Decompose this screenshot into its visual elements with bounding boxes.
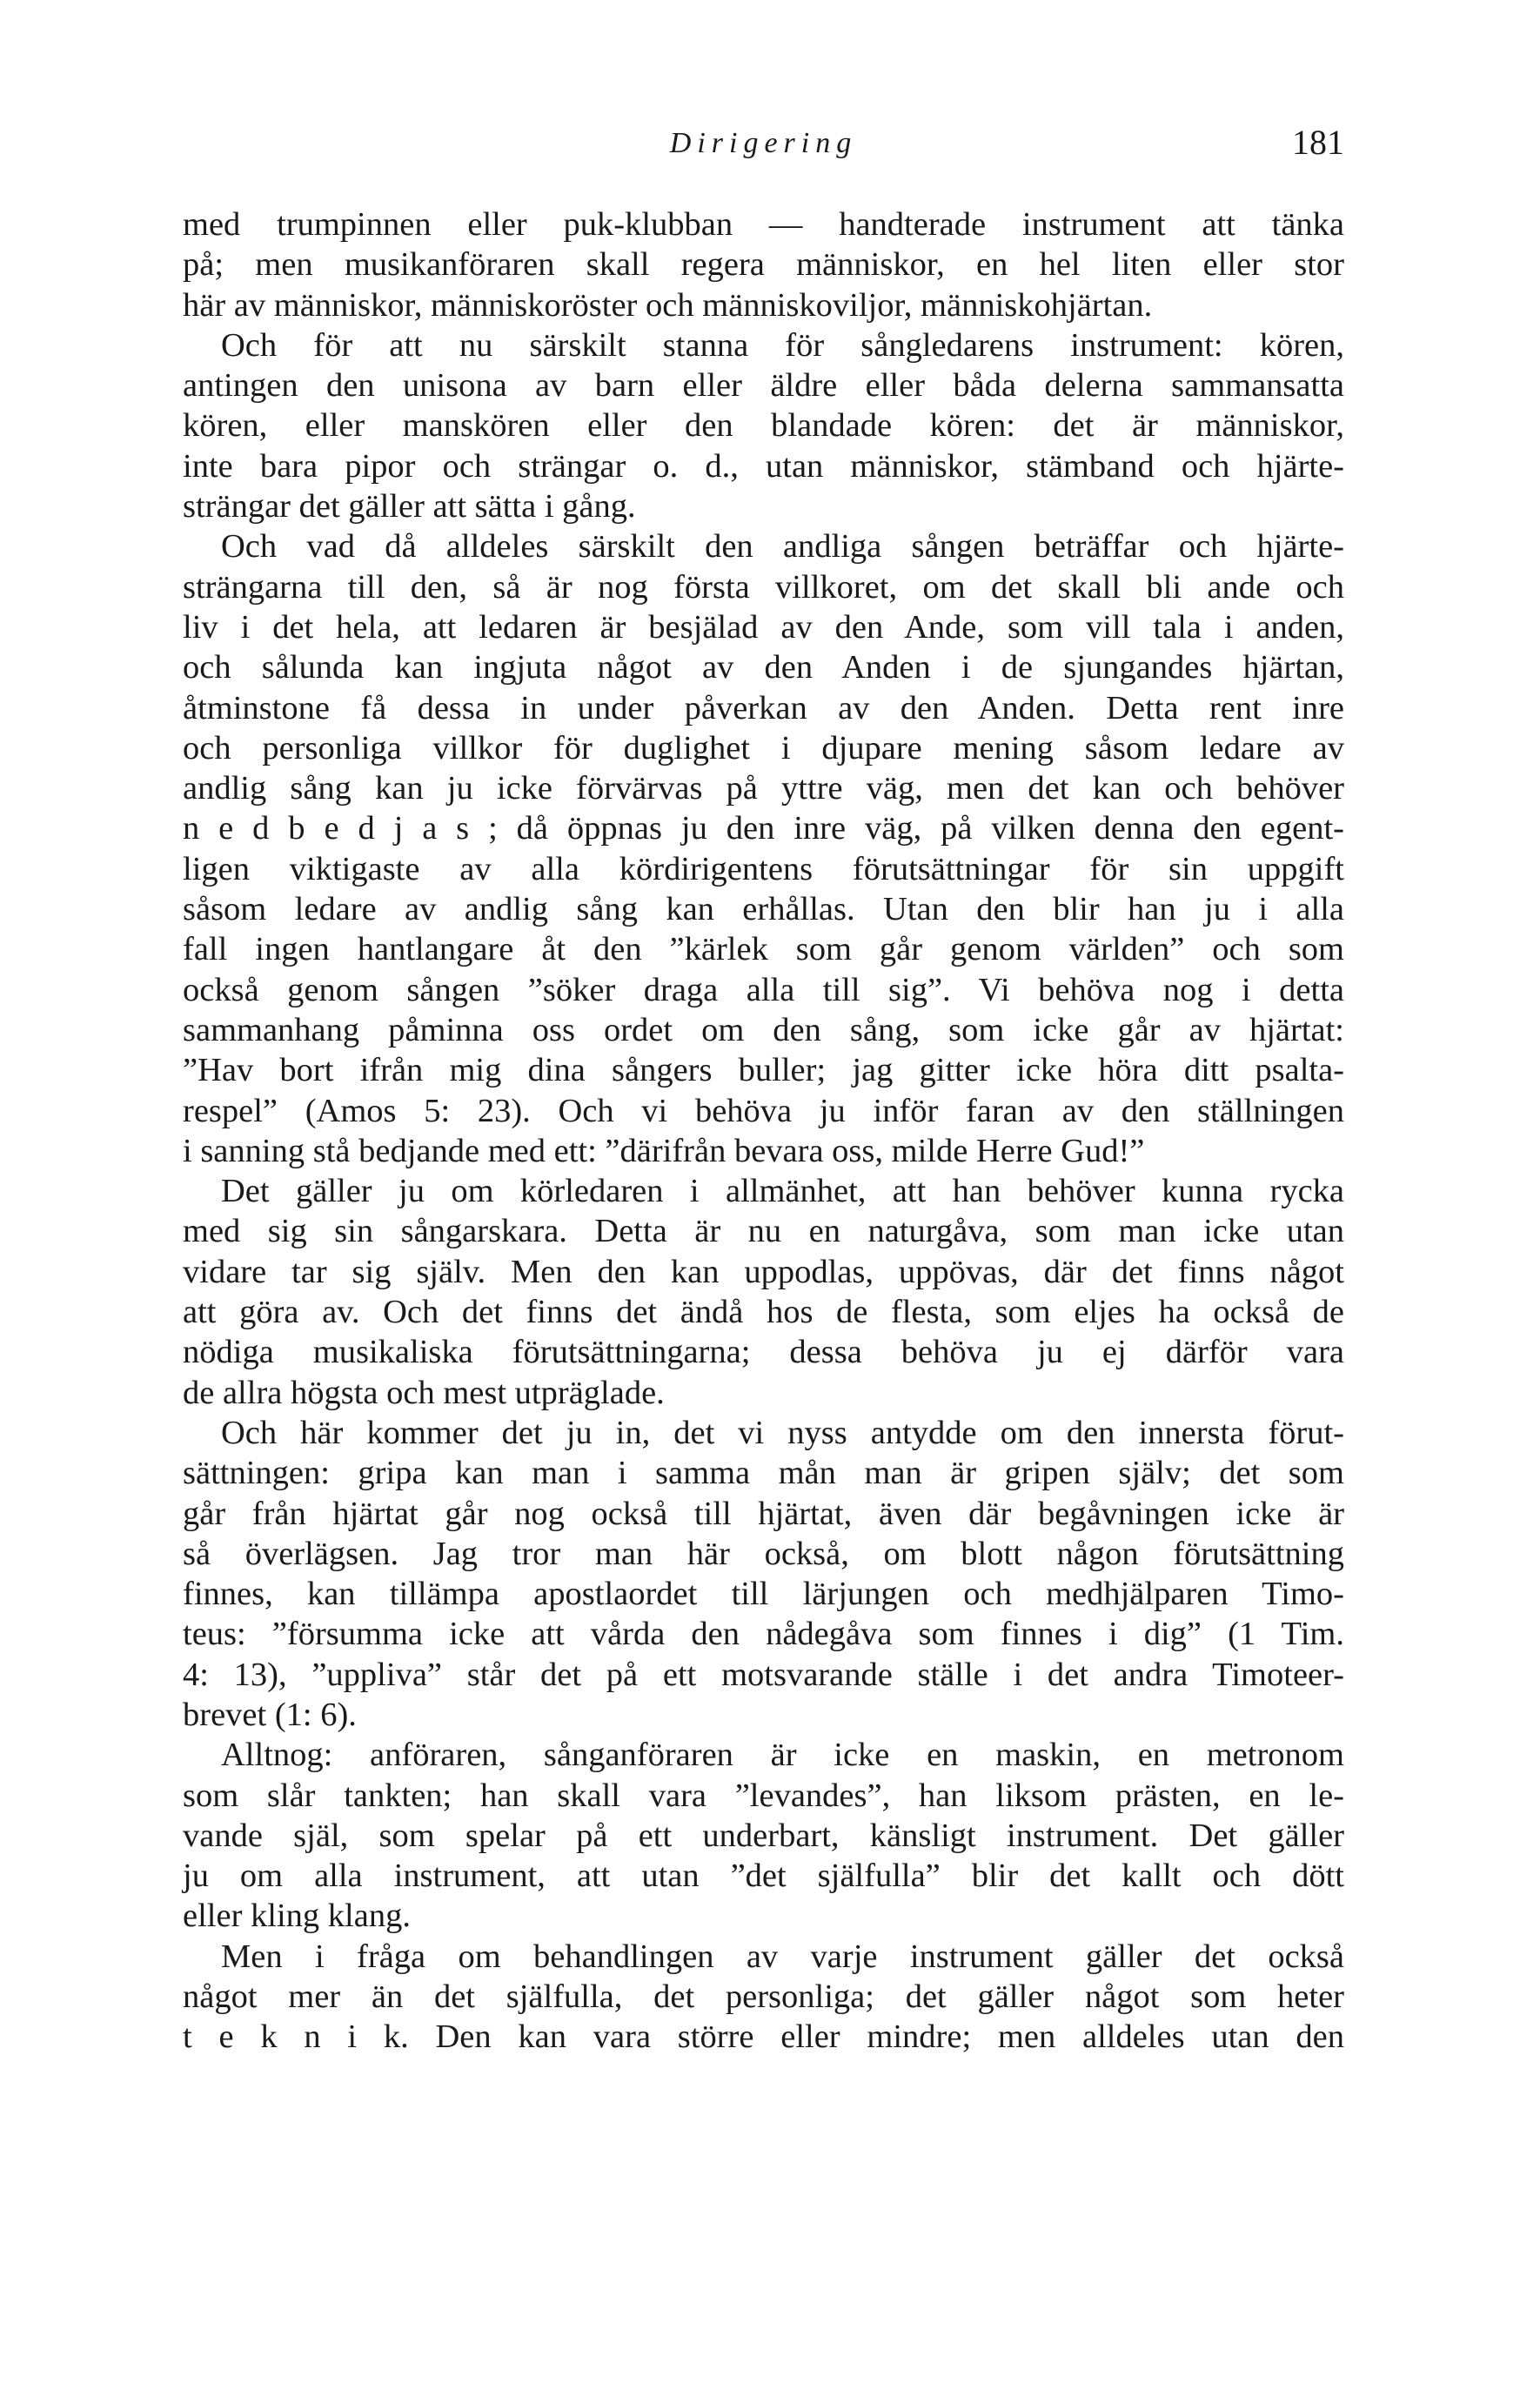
text-line: ju om alla instrument, att utan ”det själfulla” blir det kallt och dött — [183, 1858, 1344, 1895]
text-line: vande själ, som spelar på ett underbart, känsligt instrument. Det gäller — [183, 1817, 1344, 1854]
text-line: Och vad då alldeles särskilt den andliga sången beträffar och hjärte- — [221, 528, 1344, 566]
text-line: såsom ledare av andlig sång kan erhållas. Utan den blir han ju i alla — [183, 891, 1344, 928]
text-line: ”Hav bort ifrån mig dina sångers buller; jag gitter icke höra ditt psalta- — [183, 1052, 1344, 1089]
text-line: så överlägsen. Jag tror man här också, om blott någon förutsättning — [183, 1535, 1344, 1572]
text-line: vidare tar sig själv. Men den kan uppodlas, uppövas, där det finns något — [183, 1253, 1344, 1290]
text-line: brevet (1: 6). — [183, 1696, 357, 1733]
text-line: att göra av. Och det finns det ändå hos de flesta, som eljes ha också de — [183, 1294, 1344, 1331]
body-text — [183, 204, 1344, 2058]
text-line: med sig sin sångarskara. Detta är nu en naturgåva, som man icke utan — [183, 1213, 1344, 1250]
text-line: sammanhang påminna oss ordet om den sång, som icke går av hjärtat: — [183, 1011, 1344, 1048]
text-line: Alltnog: anföraren, sånganföraren är icke en maskin, en metronom — [221, 1737, 1344, 1774]
text-line: och personliga villkor för duglighet i djupare mening såsom ledare av — [183, 729, 1344, 766]
text-line: också genom sången ”söker draga alla till sig”. Vi behöva nog i detta — [183, 971, 1344, 1008]
text-line: nödiga musikaliska förutsättningarna; dessa behöva ju ej därför vara — [183, 1334, 1344, 1371]
text-line: eller kling klang. — [183, 1898, 411, 1935]
text-line: liv i det hela, att ledaren är besjälad av den Ande, som vill tala i anden, — [183, 608, 1344, 646]
text-line: teus: ”försumma icke att vårda den nådegåva som finnes i dig” (1 Tim. — [183, 1616, 1344, 1653]
text-line: t e k n i k. Den kan vara större eller mindre; men alldeles utan den — [183, 2018, 1344, 2056]
text-line: n e d b e d j a s ; då öppnas ju den inre väg, på vilken denna den egent- — [183, 810, 1344, 847]
text-line: Men i fråga om behandlingen av varje instrument gäller det också — [221, 1938, 1344, 1975]
text-line: strängarna till den, så är nog första villkoret, om det skall bli ande och — [183, 568, 1344, 606]
text-line: med trumpinnen eller puk-klubban — handterade instrument att tänka — [183, 206, 1344, 243]
text-line: här av människor, människoröster och människoviljor, människohjärtan. — [183, 286, 1153, 324]
text-line: antingen den unisona av barn eller äldre eller båda delerna sammansatta — [183, 367, 1344, 405]
text-line: åtminstone få dessa in under påverkan av den Anden. Detta rent inre — [183, 689, 1344, 726]
text-line: på; men musikanföraren skall regera människor, en hel liten eller stor — [183, 246, 1344, 284]
text-line: ligen viktigaste av alla kördirigentens förutsättningar för sin uppgift — [183, 850, 1344, 887]
text-line: respel” (Amos 5: 23). Och vi behöva ju inför faran av den ställningen — [183, 1092, 1344, 1129]
text-line: kören, eller manskören eller den blandade kören: det är människor, — [183, 407, 1344, 445]
text-line: strängar det gäller att sätta i gång. — [183, 488, 636, 525]
text-line: Och här kommer det ju in, det vi nyss antydde om den innersta förut- — [221, 1414, 1344, 1451]
text-line: sättningen: gripa kan man i samma mån man är gripen själv; det som — [183, 1455, 1344, 1492]
text-line: något mer än det själfulla, det personliga; det gäller något som heter — [183, 1978, 1344, 2016]
text-line: Det gäller ju om körledaren i allmänhet, att han behöver kunna rycka — [221, 1173, 1344, 1210]
text-line: i sanning stå bedjande med ett: ”därifrån bevara oss, milde Herre Gud!” — [183, 1132, 1145, 1169]
text-line: som slår tankten; han skall vara ”levandes”, han liksom prästen, en le- — [183, 1777, 1344, 1814]
text-line: och sålunda kan ingjuta något av den Anden i de sjungandes hjärtan, — [183, 649, 1344, 686]
text-line: Och för att nu särskilt stanna för sångledarens instrument: kören, — [221, 326, 1344, 364]
text-line: finnes, kan tillämpa apostlaordet till lärjungen och medhjälparen Timo- — [183, 1576, 1344, 1613]
text-line: andlig sång kan ju icke förvärvas på yttre väg, men det kan och behöver — [183, 770, 1344, 807]
page-number: 181 — [1292, 123, 1344, 162]
text-line: de allra högsta och mest utpräglade. — [183, 1374, 665, 1411]
page-header — [183, 122, 1344, 174]
running-title: Dirigering — [669, 127, 858, 159]
text-line: 4: 13), ”uppliva” står det på ett motsvarande ställe i det andra Timoteer- — [183, 1656, 1344, 1693]
text-line: går från hjärtat går nog också till hjärtat, även där begåvningen icke är — [183, 1495, 1344, 1532]
text-line: inte bara pipor och strängar o. d., utan människor, stämband och hjärte- — [183, 447, 1344, 485]
text-line: fall ingen hantlangare åt den ”kärlek som går genom världen” och som — [183, 931, 1344, 968]
